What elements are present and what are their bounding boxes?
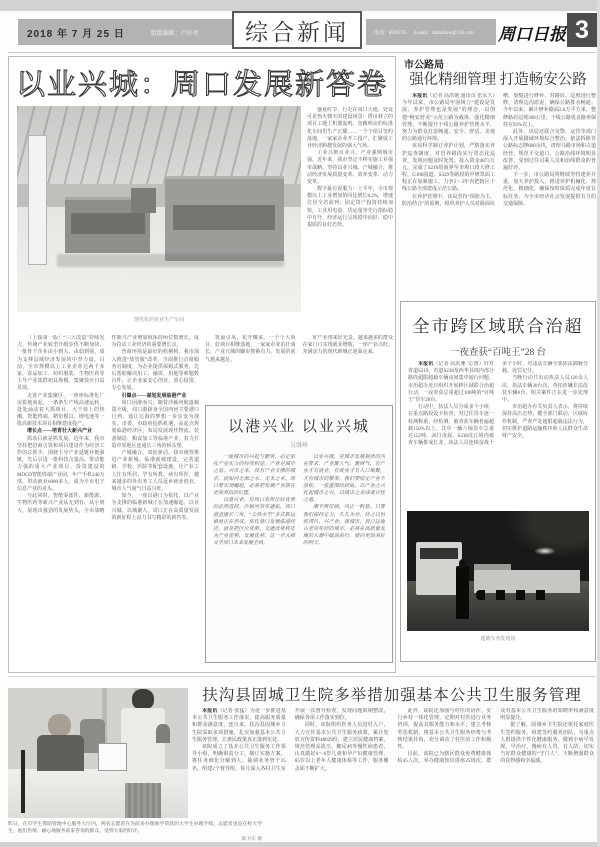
- factory-floor-shadow: [57, 254, 284, 266]
- contact-phone: 电话：8599735: [374, 30, 407, 36]
- trailer-wheels-shape: [476, 590, 549, 600]
- factory-pillar-shape: [28, 135, 47, 265]
- health-article-headline: 扶沟县固城卫生院多举措加强基本公共卫生服务管理: [202, 687, 582, 704]
- trailer-shape: [474, 570, 580, 593]
- truck-enforcement-photo: [407, 511, 589, 631]
- factory-machine-panel-shape: [71, 213, 145, 234]
- editor-credit: 组版编辑：卢好亮: [150, 30, 199, 37]
- volunteer-skirt: [125, 783, 161, 818]
- overload-article: [400, 301, 596, 662]
- volunteer-body: [121, 708, 164, 786]
- scan-edge-top: [0, 0, 600, 11]
- bottom-section-rule: [8, 676, 596, 677]
- road-article-headline: 强化精细管理 打造畅安公路: [409, 72, 587, 88]
- main-body-column-right: 盛夏时节，行走在周口大地，处处可见热火朝天的建设场景：塔吊林立的项目工地上机器轰鸣，宽敞明亮的标准化车间里生产正酣……一个个项目签约落地，一家家企业开工投产，汇聚成工业经济跨越发展的强大气场。 工业兴则百业兴，产业强则城市强。近年来，我市坚定不移实施工业强市战略，坚持以业兴城、产城融合，推动经济发展质量变革、效率变革、动力变革。 数字最有说服力：上半年，全市规模以上工业增加值同比增长8.2%，增速位居全省前列；固定资产投资持续加快，工业用电量、货运量等先行指标稳中有升，经济运行呈现稳中向好、稳中提质的良好态势。: [307, 108, 393, 228]
- commentary-title: 以港兴业 以业兴城: [228, 419, 370, 435]
- date-bar: [18, 19, 232, 45]
- commentary-byline: 吴继峰: [289, 443, 308, 449]
- factory-machine-panel-shape: [173, 205, 275, 230]
- road-article-kicker: 市公路局: [404, 60, 444, 71]
- masthead-logo: 周口日报: [498, 24, 566, 44]
- page-number: 3: [567, 13, 597, 47]
- stand-shape: [21, 750, 26, 812]
- contact-email: E-mail：zkrbzhxw@126.com: [413, 30, 474, 36]
- section-title: 综合新闻: [245, 19, 349, 45]
- commentary-body: 一座城市的兴起与繁荣，必定依托产业实力的持续积淀。产业是城市之基、兴市之本，没有产业支撑的城市，就如同无源之水、无本之木。周口要实现崛起，必须把发展产业摆在更加突出的位置。 以港兴业，是周口发挥比较优势的必然选择。沙颍河常年通航，周口港直通长三角，“公铁水空”多式联运格局正在形成。依托港口发展临港经济，就是把区位优势、交通优势转化为产业优势、发展优势，这一步大棋关乎周口未来发展全局。 以业兴城，是城市发展规律的内在要求。产业聚人气、聚财气，有产业才有就业，有就业才有人口集聚，才有城市的繁荣。我们要咬定产业不放松，一张蓝图绘到底，以产业之兴托起城市之兴，以城市之美成就百姓之福。 潮平两岸阔，风正一帆悬。只要我们保持定力、久久为功，持之以恒抓项目、兴产业、强城市，周口这座古老而年轻的城市，必将在高质量发展的大潮中破浪前行，驶向更加美好的明天。: [213, 455, 385, 547]
- seated-student-body: [37, 735, 84, 771]
- main-article: [8, 56, 396, 673]
- contact-bar: [366, 19, 496, 45]
- desk-sign-shape: [98, 743, 127, 771]
- health-article-body: 本报讯（记者 张猛）为进一步推进基本公共卫生服务工作落实，提高服务质量和群众满意度，连日来，扶沟县固城乡卫生院采取多项措施，扎实加强基本公共卫生服务管理，让惠民政策真正落到实处。 该院成立了基本公共卫生服务工作领导小组，明确职责分工，制订实施方案，将任务细化分解到人。抽调业务骨干15名，组建2个督导组，每月深入各村卫生室开展一次督导检查，发现问题限期整改，确保各项工作落实到位。 同时，该院组织医务人员进村入户，大力宣传基本公共卫生服务政策，累计发放宣传资料48029份，建立居民健康档案，规范管理高血压、糖尿病等慢性病患者，认真做好0～6岁儿童和孕产妇健康管理、65岁以上老年人健康体检等工作，服务覆盖面不断扩大。 此外，该院还加强与村医的协作，实行乡村一体化管理，定期对村医进行业务培训，提高其服务能力和水平；建立考核奖惩机制，将基本公共卫生服务经费与考核结果挂钩，充分调动了村医的工作积极性。 目前，该院已为辖区群众免费健康体检45人次，举办健康知识讲座25场次，群众对基本公共卫生服务的知晓率和满意度明显提升。 据了解，固城乡卫生院还依托家庭医生签约服务，组建签约服务团队，为重点人群提供个性化健康服务，做到小病早发现、早治疗，慢病有人管、有人防，切实当好群众健康的“守门人”，不断增强群众的获得感和幸福感。: [192, 709, 594, 772]
- main-headline: 以业兴城：周口发展新答卷: [15, 69, 388, 101]
- truck-photo-caption: 超载车查处现场: [480, 637, 516, 642]
- photographer-credit: 陈卫东 摄: [241, 836, 262, 842]
- headlight-glow-shape: [534, 547, 556, 555]
- main-body-columns-left: （上接第一版）“三大改造”持续发力，传统产业转型升级步伐不断加快，一批骨干企业由小到大、由弱到强，成为支撑县域经济发展的中坚力量。目前，全市规模以上工业企业达两千多家，食品加工、纺织服装、生物医药等主导产业集群初具规模，集聚效应日益显现。 走进产业集聚区，一座座标准化厂房拔地而起，一条条生产线高速运转，处处涌动着大抓项目、大干快上的热潮，智能终端、精密模具、锂电池等一批高新技术项目相继建成投产。 增长点——培育壮大新兴产业 抓项目就是抓发展。近年来，我市坚持把招商引资和项目建设作为经济工作的总抓手，围绕主导产业延链补链强链，先后引进一批科技含量高、带动能力强的重大产业项目。投资建设的MOCO智能终端产业园，年产手机240万部，带动就业6000多人，成为全市电子信息产业的龙头。 与此同时，智能零部件、新能源、生物医药等新兴产业从无到有、从小到大，展现出强劲的发展势头，全市战略性新兴产业增加值保持两位数增长，成为拉动工业经济的重要增长点。 营商环境是最好的梧桐树。我市深入推进“放管服”改革，全面推行首席服务官制度，为企业提供保姆式服务，先后帮助解决用工、融资、用地等难题数百件，让企业家安心创业、放心投资、专心发展。 引爆点——谋划发展临港产业 周口因港而兴。随着沙颍河航道疏浚升级，周口港跻身全国内河主要港口行列，通江达海的梦想一步步变为现实。市委、市政府抢抓机遇，高起点规划临港经济区，布局发展现代物流、装备制造、粮食加工等临港产业，着力打造中原地区连通长三角的桥头堡。 产城融合，双轮驱动。我市统筹推进产业新城、临港新城建设，完善道路、学校、医院等配套设施，让产业工人住有所居、学有所教、病有所医，越来越多的外出务工人员返乡就业创业，城市人气商气日益兴旺。 如今，一座以港口为依托、以产业为支撑的临港新城正在加速崛起。以业兴城、以城聚人，周口正在高质量发展的新征程上奋力书写精彩的新答卷。: [17, 336, 199, 521]
- overload-headline: 全市跨区域联合治超: [412, 317, 584, 336]
- factory-machine-shape: [131, 188, 157, 213]
- road-article-body: 本报讯（记者 高洪驰 通讯员 张永久）今年以来，市公路局牢固树立“建设是发展、养护管理也是发展”的理念，以创建“畅安舒美”示范公路为载体，强化精细管理，不断提升干线公路养护管理水平，努力为群众打造畅通、安全、舒适、美观的公路通行环境。 该局科学制订养护计划，严格落实养护巡查制度，对管养路段实行常态化巡查，发现问题及时处置。投入资金4873万元，完成了S219周商界至李埠口段大修工程，G106国道、S329等路段的中修罩面工程正在加紧施工，力争2～3年内把辖区干线公路全部建成示范公路。 在养护管理中，该局坚持“预防为主、防治结合”的原则，组织养护人员对路面坑槽、裂缝进行修补，对路肩、边坡进行整修，清理边沟淤泥，确保公路排水畅通。今年以来，累计修补路面2.6万平方米，整修路肩边坡360公里，干线公路优良路率保持在92%以上。 此外，该局还联合交警、运管等部门深入开展路域环境综合整治，依法拆除非公路标志牌600余块，清理马路市场和占道经营，规范平交道口，公路沿线环境明显改善，受到过往司乘人员和沿线群众的普遍好评。 下一步，市公路局将继续坚持建养并重，加大养护投入，推进养护机械化、规范化、精细化，确保按时保质完成年度目标任务，为全市经济社会发展提供有力的交通保障。: [402, 94, 596, 207]
- truck-window-shape: [420, 548, 458, 559]
- officer-head-shape: [459, 559, 466, 569]
- main-body-columns-mid: 筑巢引凤，花开蝶来。一个个大项目、好项目相继落地，一家家企业茁壮成长，产业兴城的脚步铿锵有力，发展的底气越来越足。 好产业带来好光景。越来越多的群众在家门口实现就业增收，一座产业兴旺、充满活力的现代新城正迎面走来。: [205, 336, 393, 363]
- seated-student-head: [48, 714, 71, 737]
- factory-photo: [17, 106, 301, 312]
- commentary-box: [205, 405, 393, 663]
- caption-text: 昨日，在市学生资助管理中心服务大厅内，两名志愿者在为前来办理助学贷款的大学生办理手续。志愿者也是在校大学生，他们热情、耐心地服务前来咨询的群众，受到大家的好评。: [8, 822, 262, 835]
- service-hall-photo: [8, 688, 188, 818]
- issue-date: 2018 年 7 月 25 日: [27, 28, 125, 40]
- officer-silhouette: [456, 566, 469, 619]
- overload-body: 本报讯（记者 高洪驰 文/图）针对省道S219、省道S238及西华县境内部分路段超限超载车辆夜间集中通行问题，市治超办近日组织开展跨区域联合治超行动，一夜查获总重超过100吨的“百吨王”货车28台。 行动中，执法人员分成多个小组，在重点路段设卡检查，对过往货车逐一检测称重。经检测，被查获车辆普遍超载150%以上，其中一辆六轴货车总重达152吨。26日凌晨，S238沈丘境内被查车辆排成长龙，执法人员连续奋战十多个小时，对违法车辆全部依法卸载分载、处罚记分。 当晚行动共出动执法人员120余人次、执法车辆30台次，查扣涉嫌非法改装车辆6台，相关案件正在进一步处理中。 市治超办有关负责人表示，将持续保持高压态势，健全部门联动、区域协作机制，严查严处超限超载违法行为，切实维护道路运输秩序和人民群众生命财产安全。: [408, 362, 588, 447]
- main-photo-caption: 现代化的企业生产车间: [133, 318, 184, 323]
- overload-subhead: 一夜查获“百吨王”28 台: [449, 348, 547, 358]
- header-rule: [8, 52, 596, 53]
- plant-shape: [156, 724, 170, 742]
- volunteer-head: [132, 689, 154, 710]
- section-title-box: [232, 11, 362, 49]
